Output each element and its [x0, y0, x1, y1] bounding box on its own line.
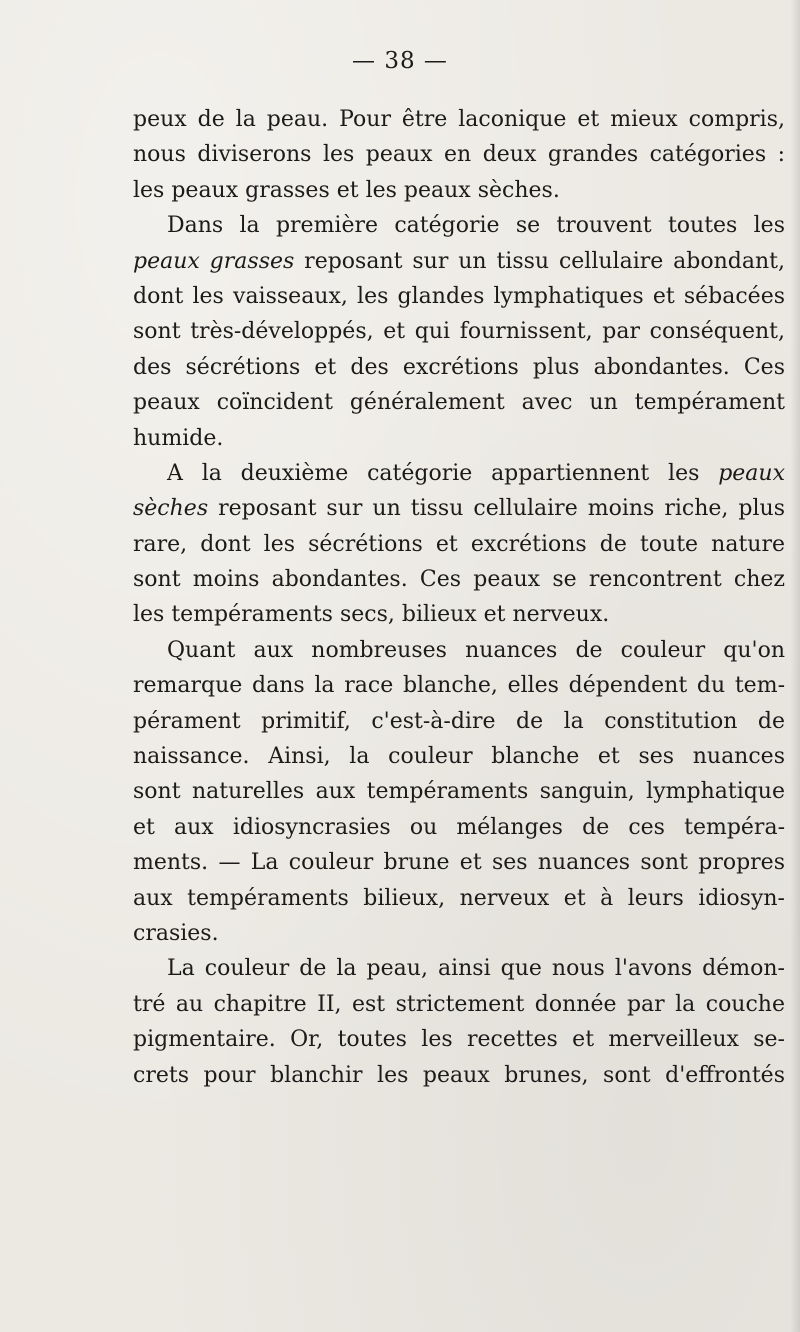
text-line: rare, dont les sécrétions et excrétions de toute nature — [133, 531, 785, 557]
text-line: dont les vaisseaux, les glandes lymphatiques et sébacées — [133, 283, 785, 309]
text-line: humide. — [133, 425, 224, 451]
text-line: peux de la peau. Pour être laconique et mieux compris, — [133, 107, 785, 132]
italic-term: sèches — [133, 496, 209, 522]
italic-term: peaux — [718, 460, 785, 486]
text-fragment: A la deuxième catégorie appartiennent les — [167, 460, 719, 486]
text-line: des sécrétions et des excrétions plus abondantes. Ces — [133, 354, 785, 380]
text-line: naissance. Ainsi, la couleur blanche et ses nuances — [133, 744, 785, 770]
text-line — [133, 456, 785, 491]
text-line: La couleur de la peau, ainsi que nous l'avons démon- — [167, 956, 785, 982]
text-line — [133, 491, 785, 526]
text-line: Dans la première catégorie se trouvent toutes les — [167, 213, 785, 239]
body-text — [133, 102, 785, 1093]
text-line: pérament primitif, c'est-à-dire de la constitution de — [133, 708, 785, 734]
text-fragment: reposant sur un tissu cellulaire abondant, — [294, 248, 785, 274]
text-line: peaux coïncident généralement avec un tempérament — [133, 390, 785, 416]
text-line: les tempéraments secs, bilieux et nerveux. — [133, 602, 610, 628]
text-line: les peaux grasses et les peaux sèches. — [133, 177, 560, 203]
text-fragment: reposant sur un tissu cellulaire moins riche, plus — [208, 496, 785, 522]
text-line: ments. — La couleur brune et ses nuances sont propres — [133, 850, 785, 876]
page-number: — 38 — — [352, 48, 448, 74]
text-line: crets pour blanchir les peaux brunes, sont d'effrontés — [133, 1062, 785, 1088]
text-line — [133, 244, 785, 279]
text-line: aux tempéraments bilieux, nerveux et à leurs idiosyn- — [133, 885, 785, 911]
text-line: tré au chapitre II, est strictement donnée par la couche — [133, 991, 785, 1017]
text-line: remarque dans la race blanche, elles dépendent du tem- — [133, 673, 785, 699]
text-line: sont moins abondantes. Ces peaux se rencontrent chez — [133, 567, 785, 593]
text-line: nous diviserons les peaux en deux grandes catégories : — [133, 142, 785, 168]
text-line: sont très-développés, et qui fournissent, par conséquent, — [133, 319, 785, 345]
text-line: pigmentaire. Or, toutes les recettes et merveilleux se- — [133, 1027, 785, 1053]
text-line: Quant aux nombreuses nuances de couleur qu'on — [167, 637, 785, 663]
italic-term: peaux grasses — [133, 248, 295, 274]
text-line: sont naturelles aux tempéraments sanguin, lymphatique — [133, 779, 785, 805]
page-edge-shadow — [790, 0, 800, 1332]
text-line: et aux idiosyncrasies ou mélanges de ces tempéra- — [133, 814, 785, 840]
text-line: crasies. — [133, 920, 219, 946]
